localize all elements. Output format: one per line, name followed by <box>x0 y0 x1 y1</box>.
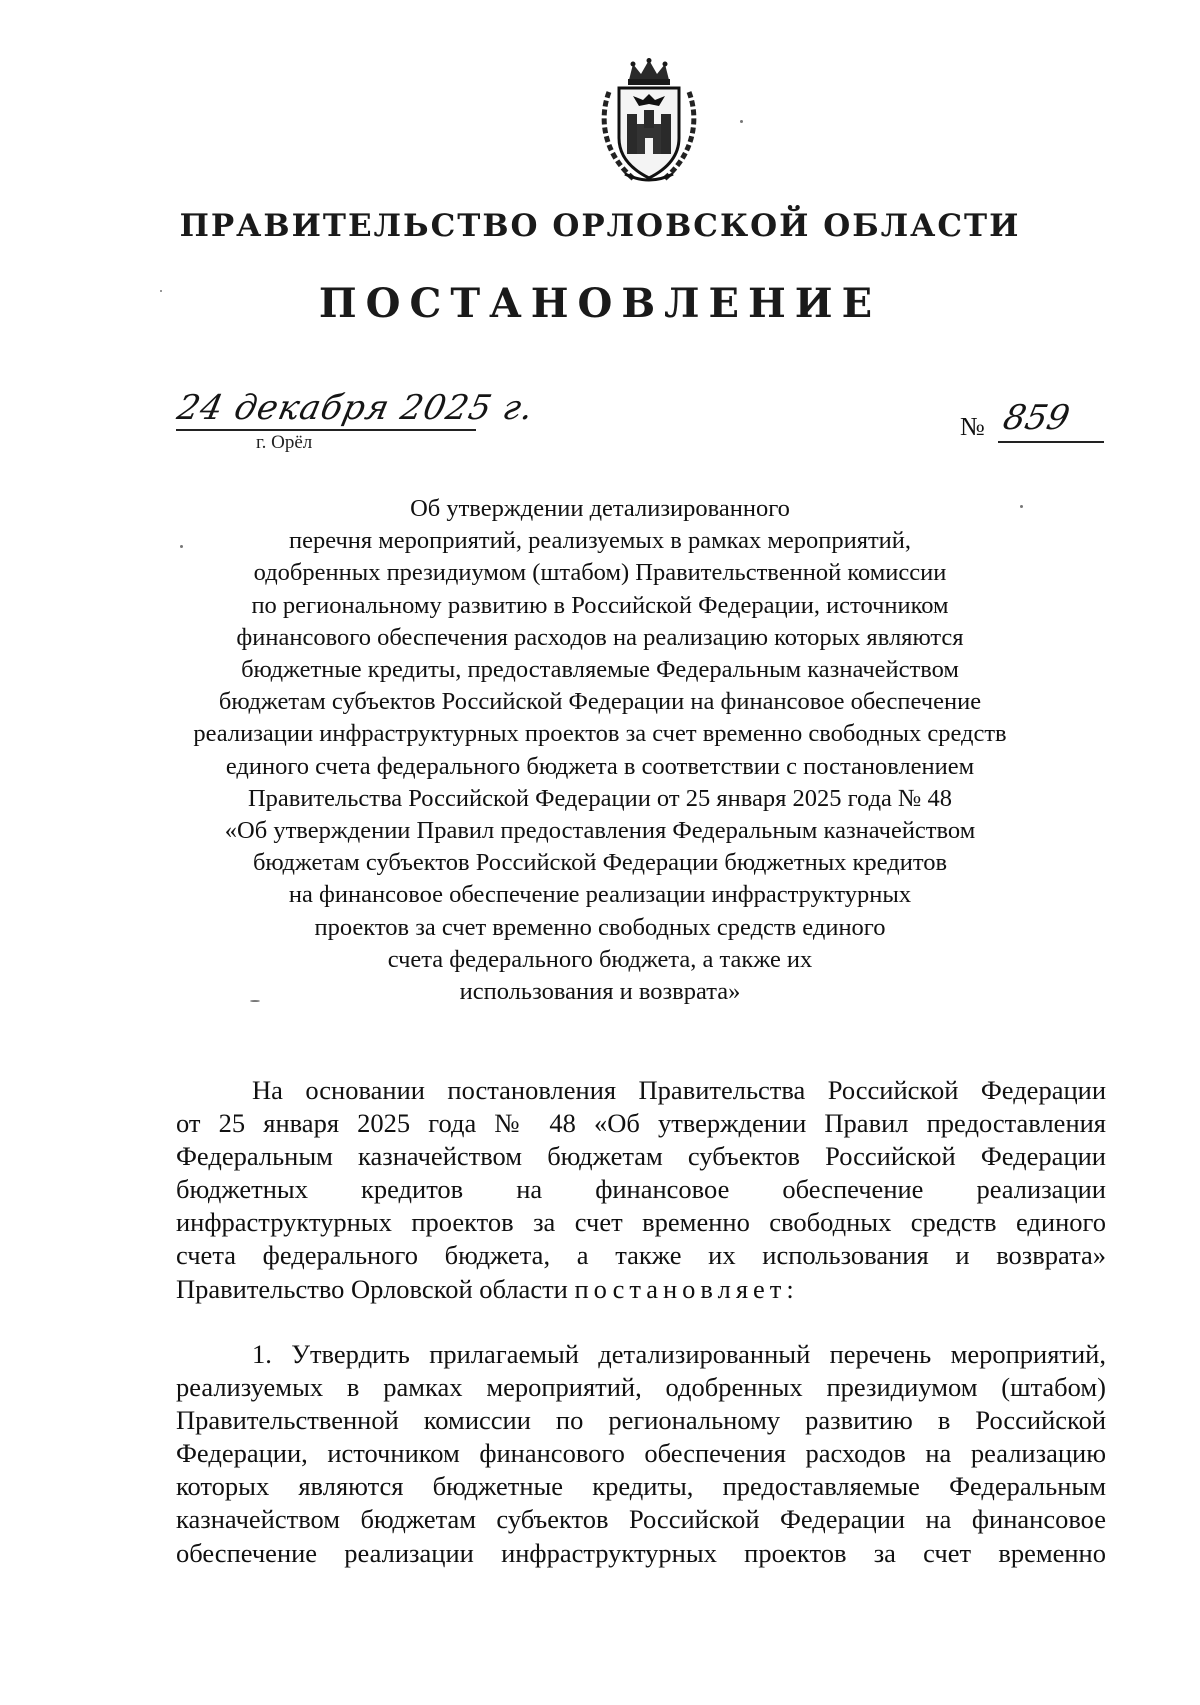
heading-line: перечня мероприятий, реализуемых в рамках мероприятий, <box>288 527 912 555</box>
scan-speck <box>1020 505 1023 508</box>
paragraph-line: счета федерального бюджета, а также их использования и возврата» <box>176 1240 1106 1271</box>
paragraph-line: Федерации, источником финансового обеспечения расходов на реализацию <box>176 1438 1106 1469</box>
document-heading <box>100 493 1100 1008</box>
heading-line: бюджетам субъектов Российской Федерации на финансовое обеспечение <box>218 688 982 716</box>
paragraph-line: инфраструктурных проектов за счет временно свободных средств единого <box>176 1207 1106 1238</box>
handwritten-date: 24 декабря 2025 г. <box>173 388 538 428</box>
date-underline <box>176 429 476 431</box>
heading-line: единого счета федерального бюджета в соответствии с постановлением <box>225 752 975 780</box>
paragraph-line: бюджетных кредитов на финансовое обеспечение реализации <box>176 1174 1106 1205</box>
paragraph-line: На основании постановления Правительства Российской Федерации <box>252 1075 1106 1105</box>
heading-line: проектов за счет временно свободных средств единого <box>314 913 886 941</box>
heading-line: бюджетам субъектов Российской Федерации бюджетных кредитов <box>252 849 948 877</box>
scan-speck <box>180 545 183 548</box>
paragraph-line: Правительственной комиссии по региональному развитию в Российской <box>176 1405 1106 1436</box>
paragraph-line: 1. Утвердить прилагаемый детализированный перечень мероприятий, <box>252 1339 1106 1369</box>
paragraph-line: Федеральным казначейством бюджетам субъектов Российской Федерации <box>176 1141 1106 1172</box>
item-1-paragraph <box>176 1338 1106 1570</box>
paragraph-line: реализуемых в рамках мероприятий, одобренных президиумом (штабом) <box>176 1372 1106 1403</box>
paragraph-line: от 25 января 2025 года № 48 «Об утверждении Правил предоставления <box>176 1108 1106 1139</box>
heading-line: счета федерального бюджета, а также их <box>387 945 813 973</box>
heading-line: использования и возврата» <box>459 978 741 1006</box>
heading-line: «Об утверждении Правил предоставления Федеральным казначейством <box>224 817 976 845</box>
resolving-subject: Правительство Орловской области <box>176 1273 568 1304</box>
document-type-title: ПОСТАНОВЛЕНИЕ <box>318 280 882 327</box>
number-label: № <box>960 412 985 441</box>
scan-speck <box>250 1000 260 1002</box>
city-label: г. Орёл <box>256 432 313 453</box>
basis-paragraph <box>176 1074 1106 1306</box>
organization-title: ПРАВИТЕЛЬСТВО ОРЛОВСКОЙ ОБЛАСТИ <box>179 208 1021 244</box>
paragraph-line: обеспечение реализации инфраструктурных проектов за счет временно <box>176 1537 1106 1568</box>
paragraph-last-line <box>176 1273 1106 1306</box>
heading-line: Правительства Российской Федерации от 25 января 2025 года № 48 <box>247 784 953 812</box>
number-underline <box>998 441 1104 443</box>
heading-line: финансового обеспечения расходов на реализацию которых являются <box>236 623 964 651</box>
heading-line: реализации инфраструктурных проектов за счет временно свободных средств <box>193 720 1007 748</box>
heading-line: по региональному развитию в Российской Федерации, источником <box>251 591 949 619</box>
resolves-word: постановляет: <box>574 1273 799 1304</box>
paragraph-line: которых являются бюджетные кредиты, предоставляемые Федеральным <box>176 1471 1106 1502</box>
heading-line: бюджетные кредиты, предоставляемые Федеральным казначейством <box>241 656 959 684</box>
scan-speck <box>160 290 162 292</box>
paragraph-line: казначейством бюджетам субъектов Российской Федерации на финансовое <box>176 1504 1106 1535</box>
scan-speck <box>740 120 743 123</box>
handwritten-document-number: 859 <box>999 398 1074 438</box>
heading-line: Об утверждении детализированного <box>410 495 790 522</box>
heading-line: на финансовое обеспечение реализации инфраструктурных <box>288 881 912 909</box>
oryol-oblast-coat-of-arms-icon <box>595 58 703 186</box>
heading-line: одобренных президиумом (штабом) Правительственной комиссии <box>253 559 947 587</box>
